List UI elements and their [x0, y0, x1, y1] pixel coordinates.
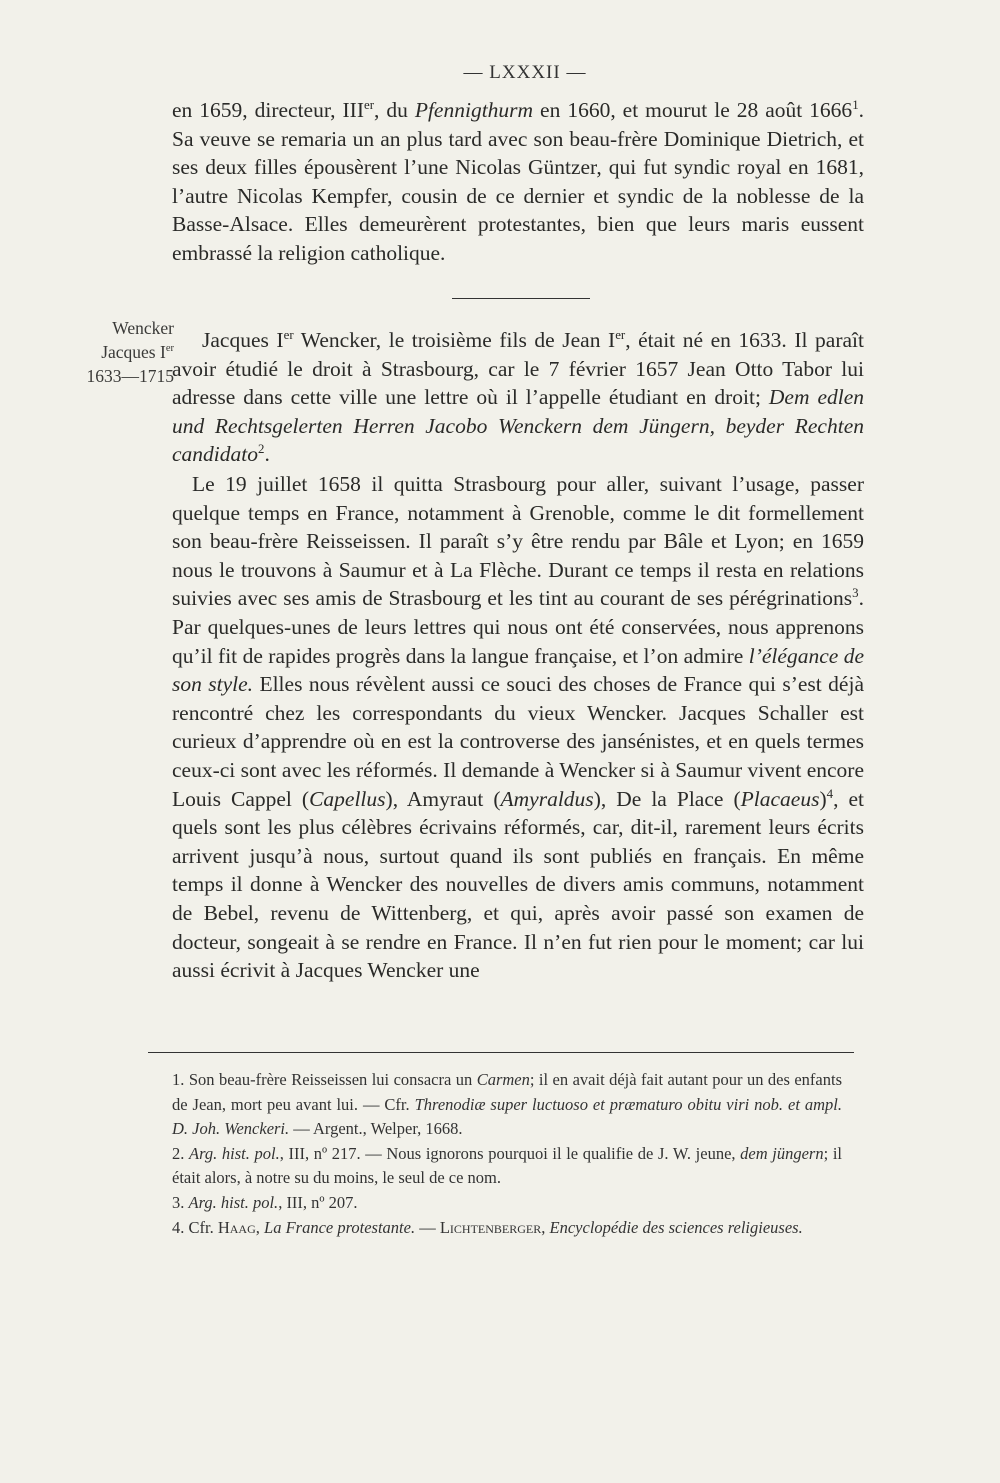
footnote-divider: [148, 1052, 854, 1053]
footnote-2: 2. Arg. hist. pol., III, nº 217. — Nous ignorons pourquoi il le qualifie de J. W. jeune, dem jüngern; il était alors, à notre su du moins, le seul de ce nom.: [172, 1143, 842, 1188]
paragraph-1: en 1659, directeur, IIIer, du Pfennigthurm en 1660, et mourut le 28 août 1666$^1$. Sa veuve se remaria un an plus tard avec son beau-frère Dominique Dietrich, et ses deux filles épousèrent l’une Nicolas Güntzer, qui fut syndic royal en 1681, l’autre Nicolas Kempfer, cousin de ce dernier et syndic de la noblesse de la Basse-Alsace. Elles demeurèrent protestantes, bien que leurs maris eussent embrassé la religion catholique.: [172, 97, 865, 265]
paragraph-2: Jacques Ier Wencker, le troisième fils de Jean Ier, était né en 1633. Il paraît avoir étudié le droit à Strasbourg, car le 7 février 1657 Jean Otto Tabor lui adresse dans cette ville une lettre où il l’appelle étudiant en droit; Dem edlen und Rechtsgelerten Herren Jacobo Wenckern dem Jüngern, beyder Rechten candidato$^2$.: [172, 327, 864, 467]
margin-note-name: Jacques Ier: [101, 342, 174, 362]
footnote-ref-3: 3: [852, 586, 859, 601]
footnotes: [172, 1068, 842, 1240]
footnote-ref-4: 4: [826, 786, 834, 801]
paragraph-3: Le 19 juillet 1658 il quitta Strasbourg pour aller, suivant l’usage, passer quelque temps en France, notamment à Grenoble, comme le dit formellement son beau-frère Reisseissen. Il paraît s’y être rendu par Bâle et Lyon; en 1659 nous le trouvons à Saumur et à La Flèche. Durant ce temps il resta en relations suivies avec ses amis de Strasbourg et les tint au courant de ses pérégrinations$^3$. Par quelques-unes de leurs lettres qui nous ont été conservées, nous apprenons qu’il fit de rapides progrès dans la langue française, et l’on admire l’élégance de son style. Elles nous révèlent aussi ce souci des choses de France qui s’est déjà rencontré chez les correspondants du vieux Wencker. Jacques Schaller est curieux d’apprendre où en est la controverse des jansénistes, et en quels termes ceux-ci sont avec les réformés. Il demande à Wencker si à Saumur vivent encore Louis Cappel (Capellus), Amyraut (Amyraldus), De la Place (Placaeus)$^4$, et quels sont les plus célèbres écrivains réformés, car, dit-il, rarement leurs écrits arrivent jusqu’à nous, surtout quand ils sont publiés en français. En même temps il donne à Wencker des nouvelles de divers amis communs, notamment de Bebel, revenu de Wittenberg, et qui, après avoir passé son examen de docteur, songeait à se rendre en France. Il n’en fut rien pour le moment; car lui aussi écrivit à Jacques Wencker une: [172, 472, 864, 983]
footnote-ref-2: 2: [258, 442, 265, 457]
footnote-ref-1: 1: [852, 97, 859, 112]
footnote-3: 3. Arg. hist. pol., III, nº 207.: [172, 1192, 358, 1212]
footnote-4: 4. Cfr. Haag, La France protestante. — Lichtenberger, Encyclopédie des sciences religieuses.: [172, 1217, 803, 1237]
footnote-1: 1. Son beau-frère Reisseissen lui consacra un Carmen; il en avait déjà fait autant pour un des enfants de Jean, mort peu avant lui. — Cfr. Threnodiæ super luctuoso et præmaturo obitu viri nob. et ampl. D. Joh. Wenckeri. — Argent., Welper, 1668.: [172, 1070, 843, 1139]
margin-note: [44, 316, 174, 388]
margin-note-dates: 1633—1715: [86, 366, 174, 386]
margin-note-surname: Wencker: [112, 318, 174, 338]
section-divider: [452, 298, 590, 299]
page-number: — LXXXII —: [463, 62, 587, 83]
